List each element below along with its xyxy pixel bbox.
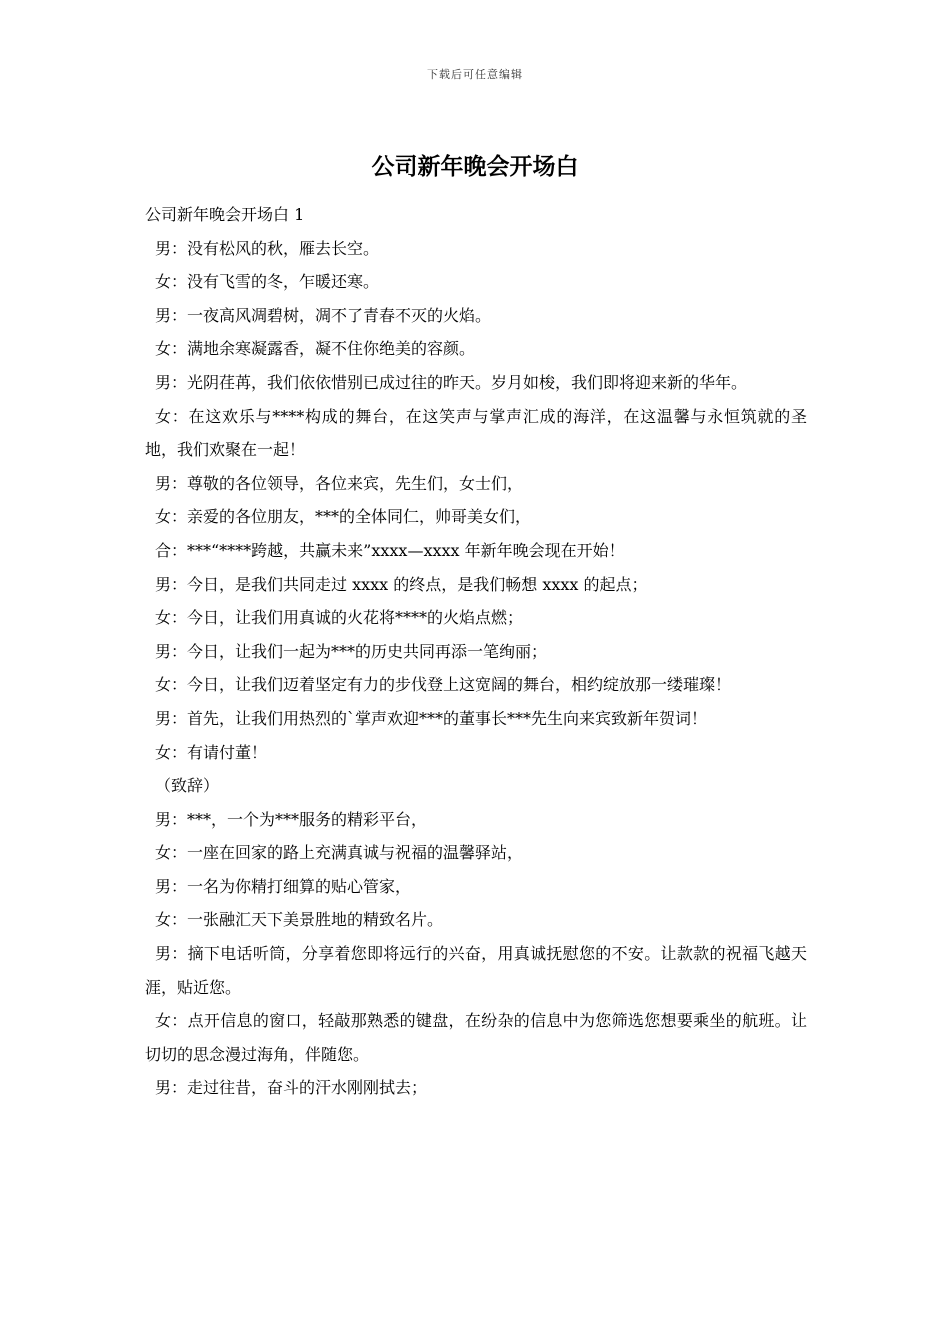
paragraph: 男：今日，是我们共同走过 xxxx 的终点，是我们畅想 xxxx 的起点； bbox=[155, 574, 648, 594]
paragraph: 男：没有松风的秋，雁去长空。 bbox=[155, 238, 380, 258]
paragraph: 男：走过往昔，奋斗的汗水刚刚拭去； bbox=[155, 1078, 428, 1098]
paragraph: 女：亲爱的各位朋友，***的全体同仁，帅哥美女们， bbox=[155, 507, 532, 527]
paragraph: 女：有请付董！ bbox=[155, 742, 268, 762]
paragraph: 女：没有飞雪的冬，乍暖还寒。 bbox=[155, 272, 380, 292]
paragraph: 男：摘下电话听筒，分享着您即将远行的兴奋，用真诚抚慰您的不安。让款款的祝福飞越天涯，贴近您。 bbox=[145, 944, 807, 997]
document-title: 公司新年晚会开场白 bbox=[371, 153, 579, 180]
paragraph: 女：点开信息的窗口，轻敲那熟悉的键盘，在纷杂的信息中为您筛选您想要乘坐的航班。让切切的思念漫过海角，伴随您。 bbox=[145, 1011, 807, 1064]
paragraph: 男：首先，让我们用热烈的`掌声欢迎***的董事长***先生向来宾致新年贺词！ bbox=[155, 708, 708, 728]
paragraph: （致辞） bbox=[155, 776, 220, 796]
paragraph: 男：一夜高风凋碧树，凋不了青春不灭的火焰。 bbox=[155, 305, 492, 325]
paragraph: 女：今日，让我们用真诚的火花将****的火焰点燃； bbox=[155, 608, 524, 628]
paragraph: 女：在这欢乐与****构成的舞台，在这笑声与掌声汇成的海洋，在这温馨与永恒筑就的圣地，我们欢聚在一起！ bbox=[145, 406, 807, 460]
paragraph: 男：尊敬的各位领导，各位来宾，先生们，女士们， bbox=[155, 473, 524, 493]
paragraph: 合：***“****跨越，共赢未来”xxxx—xxxx 年新年晚会现在开始！ bbox=[155, 540, 625, 560]
paragraph: 男：***，一个为***服务的精彩平台， bbox=[155, 809, 428, 829]
section-heading: 公司新年晚会开场白 1 bbox=[145, 205, 305, 224]
paragraph: 女：一座在回家的路上充满真诚与祝福的温馨驿站， bbox=[155, 843, 524, 863]
paragraph: 女：今日，让我们迈着坚定有力的步伐登上这宽阔的舞台，相约绽放那一缕璀璨！ bbox=[155, 675, 732, 695]
paragraph: 女：一张融汇天下美景胜地的精致名片。 bbox=[155, 910, 444, 930]
document-body bbox=[145, 198, 807, 1105]
paragraph: 男：一名为你精打细算的贴心管家， bbox=[155, 876, 412, 896]
paragraph: 男：今日，让我们一起为***的历史共同再添一笔绚丽； bbox=[155, 641, 548, 661]
paragraph: 女：满地余寒凝露香，凝不住你绝美的容颜。 bbox=[155, 339, 476, 359]
page-header-note: 下载后可任意编辑 bbox=[427, 68, 523, 81]
paragraph: 男：光阴荏苒，我们依依惜别已成过往的昨天。岁月如梭，我们即将迎来新的华年。 bbox=[155, 372, 748, 392]
